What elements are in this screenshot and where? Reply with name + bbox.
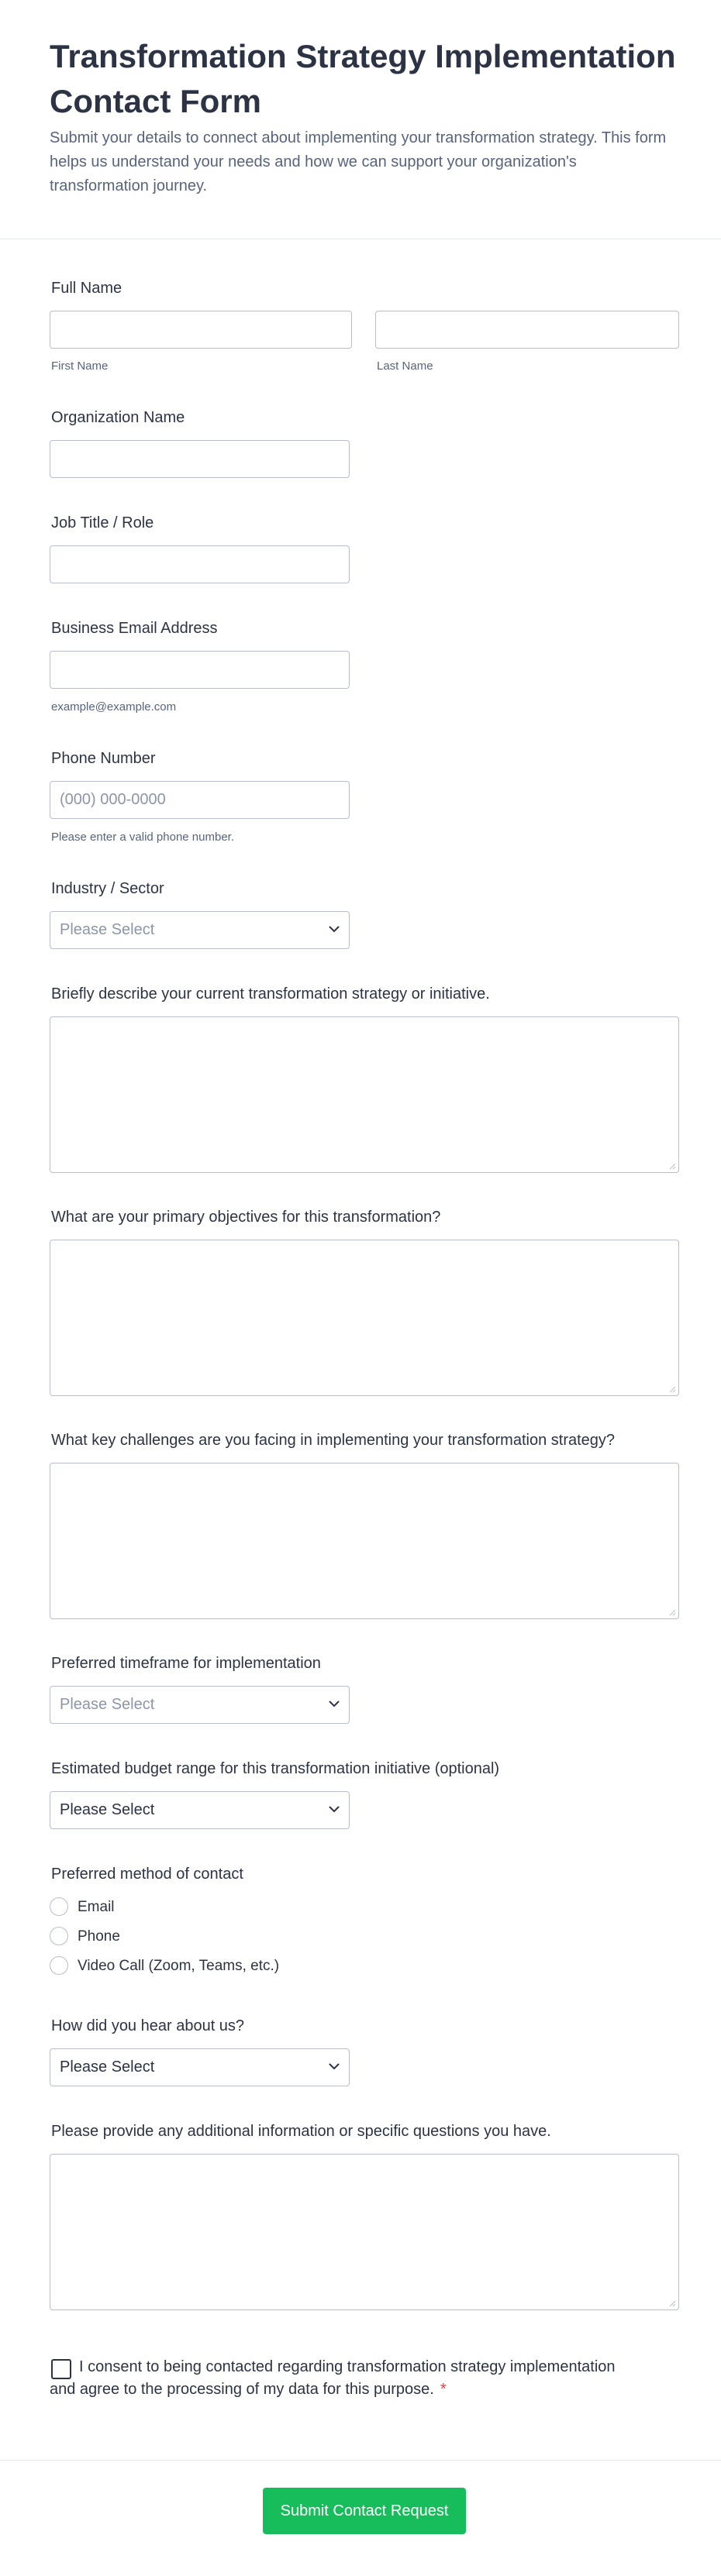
resize-grip-icon[interactable] [668, 1162, 676, 1170]
timeframe-select-value: Please Select [60, 1696, 155, 1713]
referral-select-value: Please Select [60, 2058, 155, 2076]
resize-grip-icon[interactable] [668, 2299, 676, 2307]
email-sublabel: example@example.com [51, 700, 177, 714]
last-name-sublabel: Last Name [377, 359, 433, 373]
form-description: Submit your details to connect about implementing your transformation strategy. This form helps us understand your needs and how we can support your organization's transformation journey. [50, 129, 667, 194]
challenges-label: What key challenges are you facing in implementing your transformation strategy? [51, 1432, 616, 1449]
radio-phone[interactable] [50, 1927, 68, 1945]
job-title-label: Job Title / Role [51, 514, 154, 531]
industry-select-value: Please Select [60, 921, 155, 938]
job-title-input[interactable] [50, 545, 350, 583]
email-input[interactable] [50, 651, 350, 689]
industry-select[interactable] [50, 911, 350, 949]
full-name-label: Full Name [51, 280, 122, 297]
footer-divider [0, 2460, 721, 2461]
budget-label: Estimated budget range for this transformation initiative (optional) [51, 1760, 500, 1777]
form-header [0, 0, 721, 239]
referral-label: How did you hear about us? [51, 2017, 245, 2034]
consent-text: I consent to being contacted regarding transformation strategy implementation and agree to the processing of my data for this purpose. [50, 2358, 616, 2398]
industry-label: Industry / Sector [51, 880, 164, 897]
required-asterisk: * [440, 2381, 447, 2398]
radio-label-video: Video Call (Zoom, Teams, etc.) [78, 1958, 280, 1974]
phone-label: Phone Number [51, 750, 156, 767]
referral-select[interactable] [50, 2048, 350, 2086]
organization-label: Organization Name [51, 409, 185, 426]
objectives-label: What are your primary objectives for this transformation? [51, 1209, 441, 1226]
budget-select-value: Please Select [60, 1801, 155, 1818]
radio-email[interactable] [50, 1897, 68, 1916]
email-label: Business Email Address [51, 620, 218, 637]
submit-button[interactable]: Submit Contact Request [263, 2488, 466, 2534]
current-strategy-textarea[interactable] [50, 1016, 679, 1173]
phone-input[interactable] [50, 781, 350, 819]
radio-label-phone: Phone [78, 1928, 120, 1945]
chevron-down-icon [329, 1701, 340, 1708]
challenges-textarea[interactable] [50, 1463, 679, 1619]
consent-label [50, 2356, 639, 2401]
chevron-down-icon [329, 1806, 340, 1813]
radio-label-email: Email [78, 1899, 115, 1915]
chevron-down-icon [329, 2063, 340, 2070]
resize-grip-icon[interactable] [668, 1385, 676, 1393]
form-title: Transformation Strategy Implementation Contact Form [50, 38, 676, 119]
organization-input[interactable] [50, 440, 350, 478]
additional-info-label: Please provide any additional information or specific questions you have. [51, 2123, 551, 2140]
contact-method-label: Preferred method of contact [51, 1866, 243, 1883]
resize-grip-icon[interactable] [668, 1608, 676, 1616]
last-name-input[interactable] [375, 311, 679, 349]
timeframe-label: Preferred timeframe for implementation [51, 1655, 321, 1672]
radio-video[interactable] [50, 1956, 68, 1975]
additional-info-textarea[interactable] [50, 2154, 679, 2310]
first-name-input[interactable] [50, 311, 352, 349]
phone-sublabel: Please enter a valid phone number. [51, 831, 234, 844]
chevron-down-icon [329, 926, 340, 933]
current-strategy-label: Briefly describe your current transformation strategy or initiative. [51, 985, 490, 1003]
budget-select[interactable] [50, 1791, 350, 1829]
first-name-sublabel: First Name [51, 359, 109, 373]
timeframe-select[interactable] [50, 1686, 350, 1724]
objectives-textarea[interactable] [50, 1240, 679, 1396]
